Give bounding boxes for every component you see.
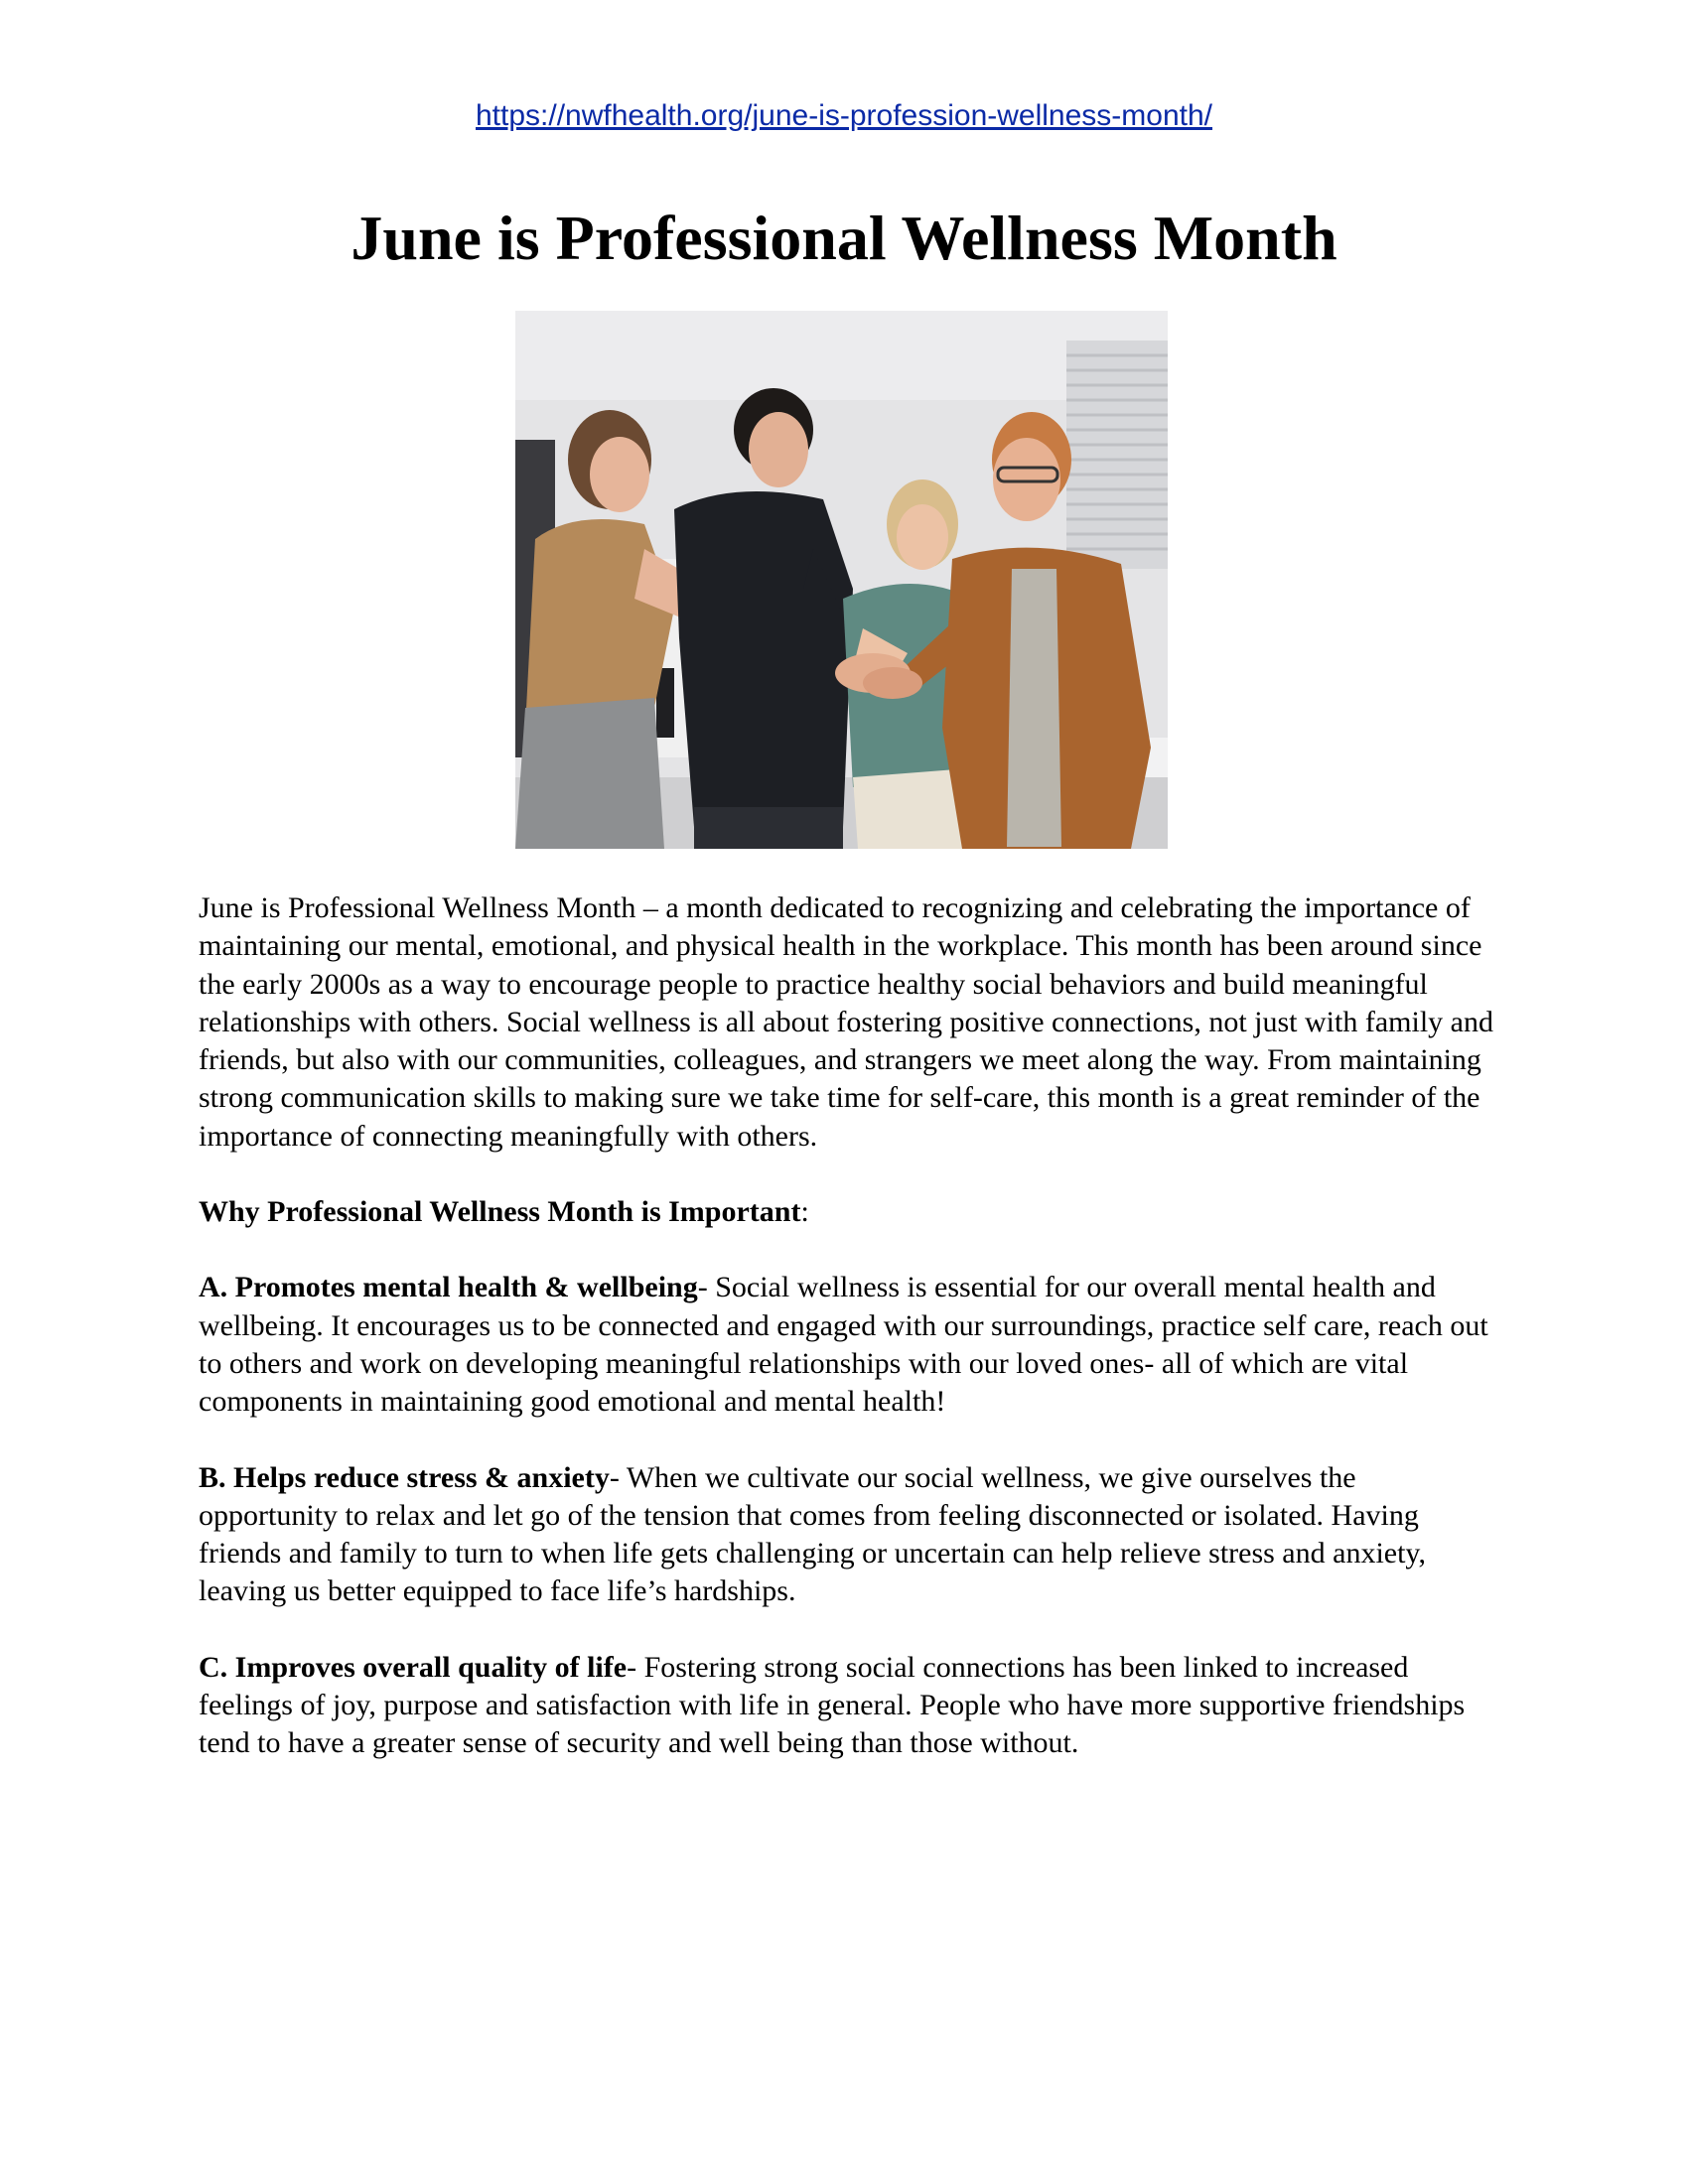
point-c-body: - Fostering strong social connections has been linked to increased feelings of joy, purpose and satisfaction with life in general. People who have more supportive friendships tend to have a greater sense of security and well being than those without. — [199, 1650, 1466, 1760]
point-a-body: - Social wellness is essential for our overall mental health and wellbeing. It encourages us to be connected and engaged with our surroundings, practice self care, reach out to others and work on developing meaningful relationships with our loved ones- all of which are vital components in maintaining good emotional and mental health! — [199, 1271, 1488, 1419]
source-url-link[interactable]: https://nwfhealth.org/june-is-profession-wellness-month/ — [475, 99, 1213, 132]
point-a-title: A. Promotes mental health & wellbeing — [199, 1271, 698, 1304]
why-heading-colon: : — [800, 1195, 809, 1229]
point-b-body: - When we cultivate our social wellness, we give ourselves the opportunity to relax and let go of the tension that comes from feeling disconnected or isolated. Having friends and family to turn to when life gets challenging or uncertain can help relieve stress and anxiety, leaving us better equipped to face life’s hardships. — [199, 1460, 1426, 1608]
page-title: June is Professional Wellness Month — [351, 203, 1337, 273]
why-heading — [199, 1193, 1499, 1231]
intro-paragraph: June is Professional Wellness Month – a month dedicated to recognizing and celebrating the importance of maintaining our mental, emotional, and physical health in the workplace. This month has been around since the early 2000s as a way to encourage people to practice healthy social behaviors and build meaningful relationships with others. Social wellness is all about fostering positive connections, not just with family and friends, but also with our communities, colleagues, and strangers we meet along the way. From maintaining strong communication skills to making sure we take time for self-care, this month is a great reminder of the importance of connecting meaningfully with others. — [199, 891, 1493, 1153]
point-a — [199, 1269, 1499, 1421]
point-c-title: C. Improves overall quality of life — [199, 1650, 628, 1684]
team-photo — [515, 311, 1168, 849]
why-heading-text: Why Professional Wellness Month is Important — [199, 1195, 801, 1229]
point-b-title: B. Helps reduce stress & anxiety — [199, 1460, 610, 1494]
article-body — [199, 889, 1499, 1801]
point-b — [199, 1459, 1499, 1611]
point-c — [199, 1649, 1499, 1763]
